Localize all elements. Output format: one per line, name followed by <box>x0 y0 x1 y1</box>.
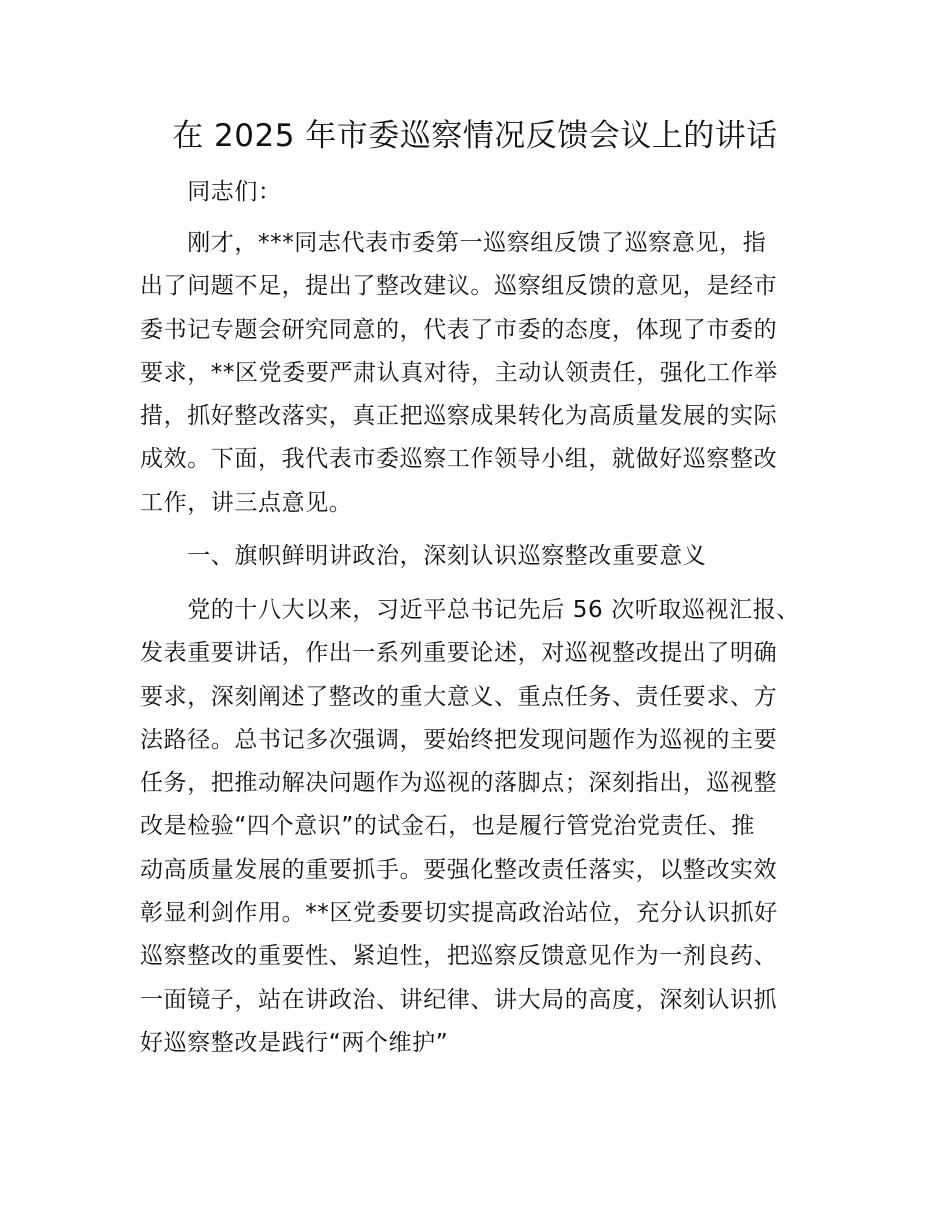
paragraph-opening: 刚才，***同志代表市委第一巡察组反馈了巡察意见，指 出了问题不足，提出了整改建议。巡察组反馈的意见，是经市 委书记专题会研究同意的，代表了市委的态度，体现了市委的 要求，**区党委要严肃认真对待，主动认领责任，强化工作举 措，抓好整改落实，真正把巡察成果转化为高质量发展的实际 成效。下面，我代表市委巡察工作领导小组，就做好巡察整改 工作，讲三点意见。 <box>140 230 778 516</box>
paragraph-body: 党的十八大以来，习近平总书记先后 56 次听取巡视汇报、 发表重要讲话，作出一系列重要论述，对巡视整改提出了明确 要求，深刻阐述了整改的重大意义、重点任务、责任要求、方 法路径。总书记多次强调，要始终把发现问题作为巡视的主要 任务，把推动解决问题作为巡视的落脚点；深刻指出，巡视整 改是检验“四个意识”的试金石，也是履行管党治党责任、推 动高质量发展的重要抓手。要强化整改责任落实，以整改实效 彰显利剑作用。**区党委要切实提高政治站位，充分认识抓好 巡察整改的重要性、紧迫性，把巡察反馈意见作为一剂良药、 一面镜子，站在讲政治、讲纪律、讲大局的高度，深刻认识抓 好巡察整改是践行“两个维护” <box>140 597 800 1056</box>
document-title: 在 2025 年市委巡察情况反馈会议上的讲话 <box>172 118 778 154</box>
section-heading: 一、旗帜鲜明讲政治，深刻认识巡察整改重要意义 <box>140 543 707 569</box>
salutation: 同志们： <box>140 179 282 205</box>
